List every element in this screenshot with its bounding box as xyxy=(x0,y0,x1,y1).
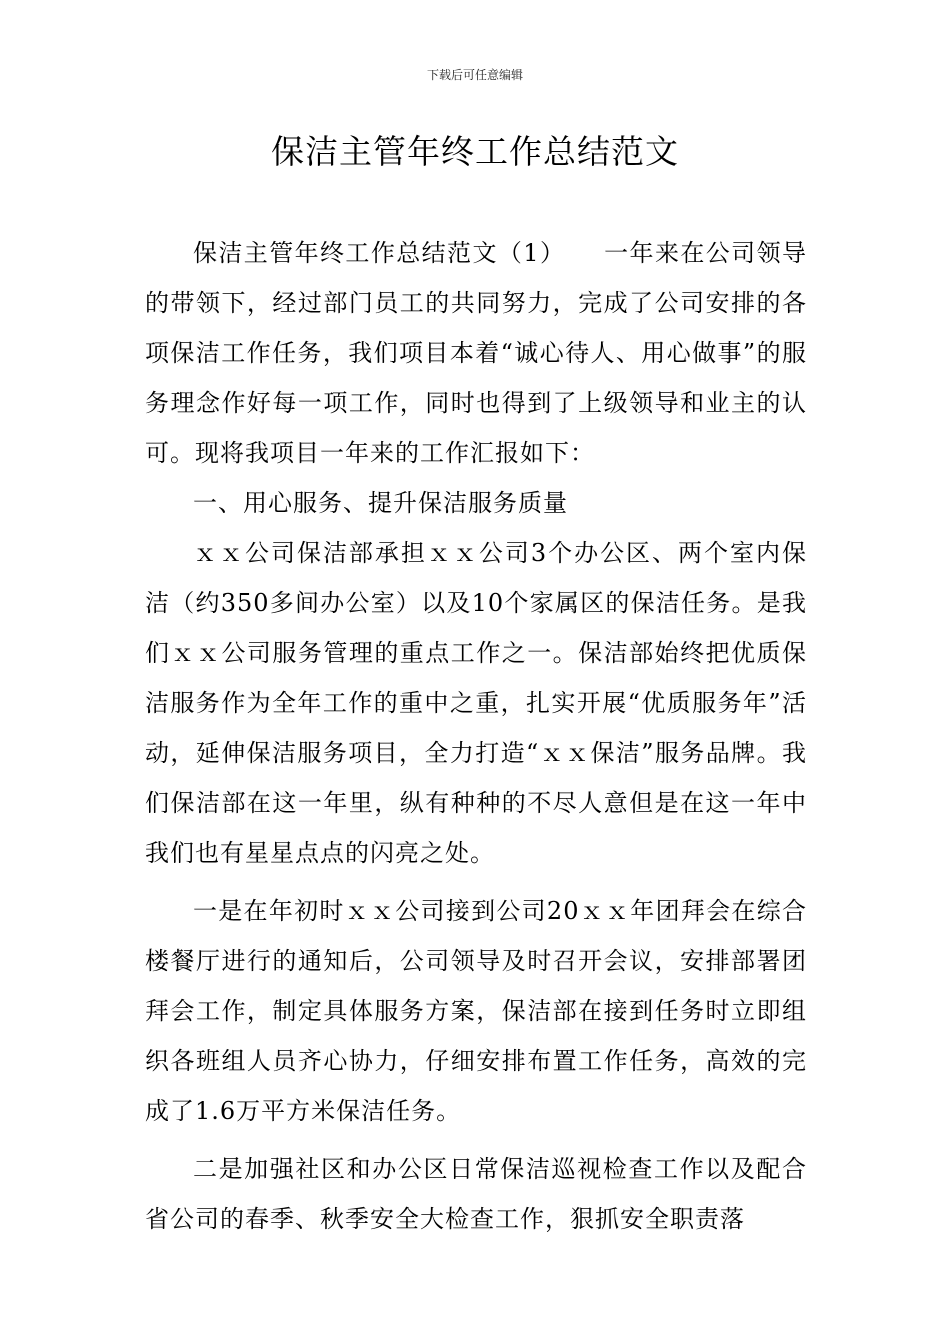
paragraph-point-one: 一是在年初时ｘｘ公司接到公司20ｘｘ年团拜会在综合楼餐厅进行的通知后，公司领导及时召开会议，安排部署团拜会工作，制定具体服务方案，保洁部在接到任务时立即组织各班组人员齐心协力，仔细安排布置工作任务，高效的完成了1.6万平方米保洁任务。 xyxy=(145,897,807,1125)
paragraph-intro: 保洁主管年终工作总结范文（1） 一年来在公司领导的带领下，经过部门员工的共同努力，完成了公司安排的各项保洁工作任务，我们项目本着“诚心待人、用心做事”的服务理念作好每一项工作，同时也得到了上级领导和业主的认可。现将我项目一年来的工作汇报如下： xyxy=(145,239,807,467)
paragraph-point-two: 二是加强社区和办公区日常保洁巡视检查工作以及配合省公司的春季、秋季安全大检查工作，狠抓安全职责落 xyxy=(145,1155,807,1233)
document-body xyxy=(145,228,807,1244)
document-title: 保洁主管年终工作总结范文 xyxy=(271,132,679,171)
section-heading: 一、用心服务、提升保洁服务质量 xyxy=(193,489,568,517)
paragraph-cleaning-scope: ｘｘ公司保洁部承担ｘｘ公司3个办公区、两个室内保洁（约350多间办公室）以及10个家属区的保洁任务。是我们ｘｘ公司服务管理的重点工作之一。保洁部始终把优质保洁服务作为全年工作的重中之重，扎实开展“优质服务年”活动，延伸保洁服务项目，全力打造“ｘｘ保洁”服务品牌。我们保洁部在这一年里，纵有种种的不尽人意但是在这一年中我们也有星星点点的闪亮之处。 xyxy=(145,539,807,867)
header-note: 下载后可任意编辑 xyxy=(426,68,523,82)
